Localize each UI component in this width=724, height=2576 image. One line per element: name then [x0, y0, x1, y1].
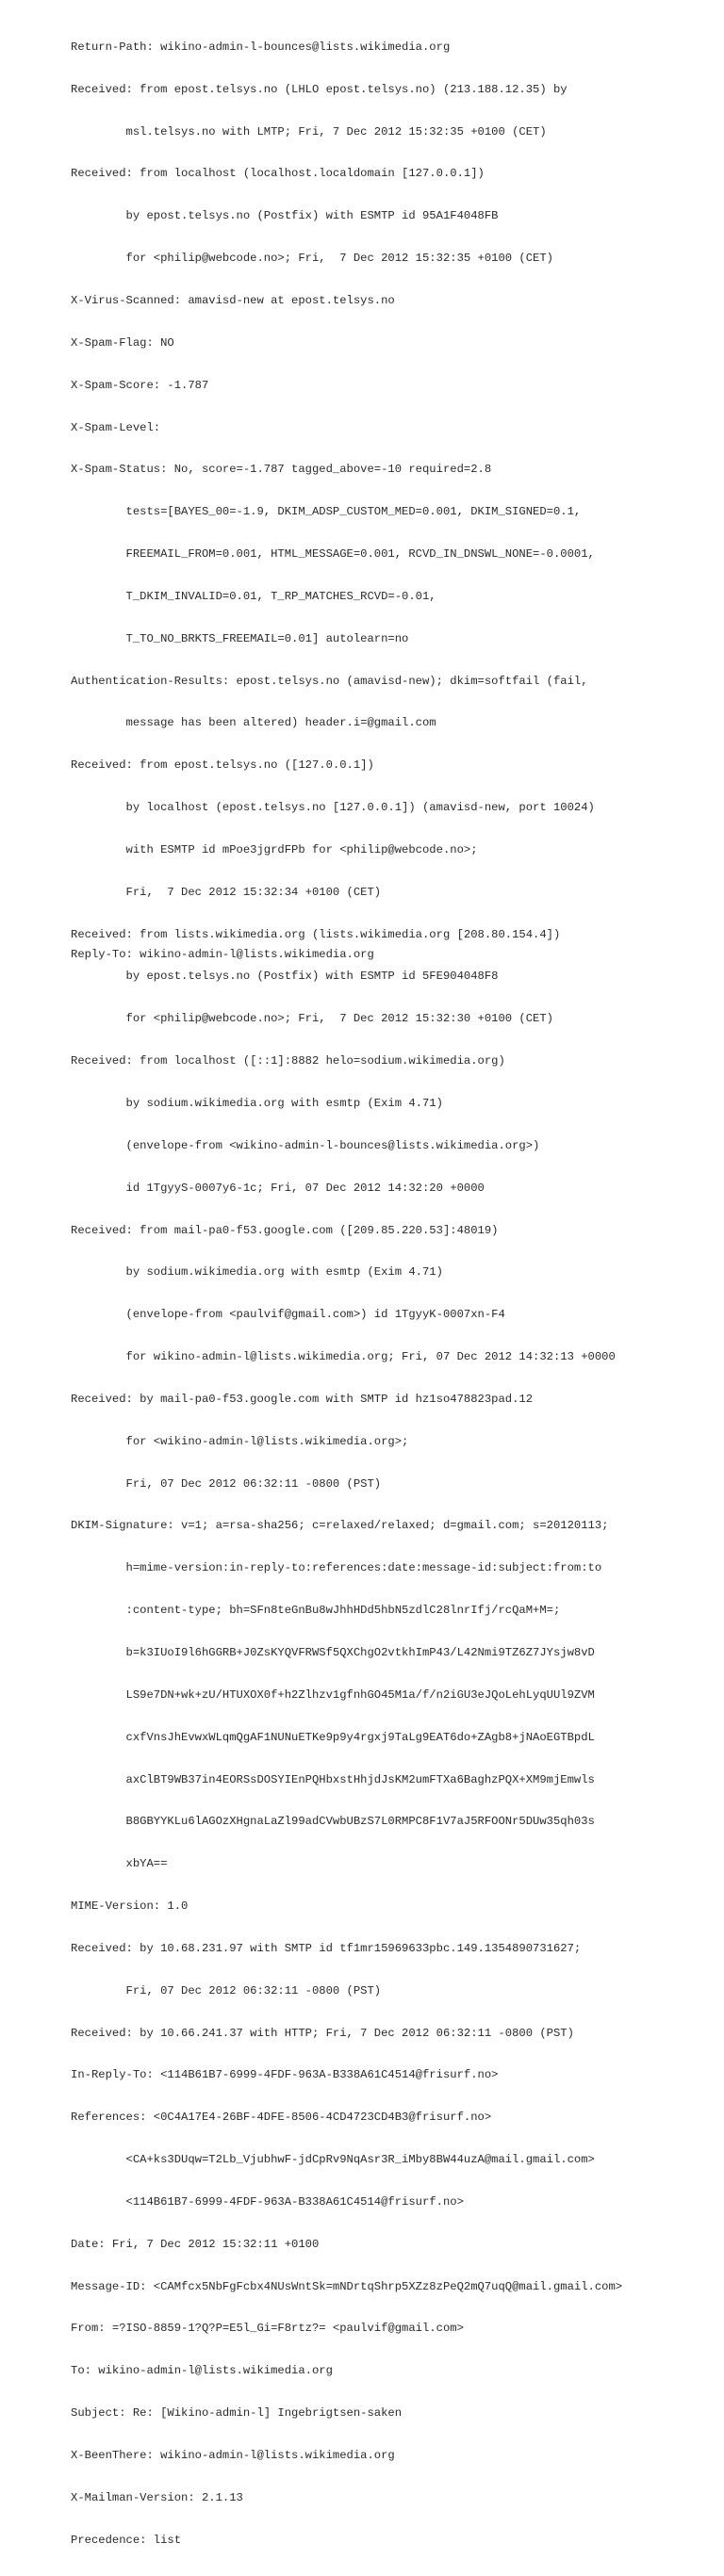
header-line: by sodium.wikimedia.org with esmtp (Exim 4.71) — [71, 1097, 443, 1110]
header-line: X-Mailman-Version: 2.1.13 — [71, 2490, 243, 2504]
header-line: References: <0C4A17E4-26BF-4DFE-8506-4CD4723CD4B3@frisurf.no> — [71, 2111, 492, 2125]
header-line: cxfVnsJhEvwxWLqmQgAF1NUNuETKe9p9y4rgxj9TaLg9EAT6do+ZAgb8+jNAoEGTBpdL — [71, 1730, 595, 1744]
header-line: X-Virus-Scanned: amavisd-new at epost.telsys.no — [71, 293, 395, 307]
header-line: tests=[BAYES_00=-1.9, DKIM_ADSP_CUSTOM_MED=0.001, DKIM_SIGNED=0.1, — [71, 505, 582, 519]
header-line: Fri, 07 Dec 2012 06:32:11 -0800 (PST) — [71, 1476, 382, 1491]
header-line: for <wikino-admin-l@lists.wikimedia.org>; — [71, 1434, 409, 1448]
header-line: Return-Path: wikino-admin-l-bounces@lists.wikimedia.org — [71, 40, 451, 54]
header-line: MIME-Version: 1.0 — [71, 1899, 189, 1914]
header-line: Fri, 07 Dec 2012 06:32:11 -0800 (PST) — [71, 1983, 382, 1997]
header-line: axClBT9WB37in4EORSsDOSYIEnPQHbxstHhjdJsKM2umFTXa6BaghzPQX+XM9mjEmwls — [71, 1772, 595, 1786]
header-line: by epost.telsys.no (Postfix) with ESMTP id 5FE904048F8 — [71, 970, 499, 984]
header-line: id 1TgyyS-0007y6-1c; Fri, 07 Dec 2012 14:32:20 +0000 — [71, 1181, 485, 1195]
email-header-block — [71, 12, 721, 2576]
header-line: B8GBYYKLu6lAGOzXHgnaLaZl99adCVwbUBzS7L0RMPC8F1V7aJ5RFOONr5DUw35qh03s — [71, 1815, 595, 1829]
header-line: Authentication-Results: epost.telsys.no (amavisd-new); dkim=softfail (fail, — [71, 674, 588, 688]
header-line: xbYA== — [71, 1857, 168, 1871]
header-line: Received: by 10.66.241.37 with HTTP; Fri, 7 Dec 2012 06:32:11 -0800 (PST) — [71, 2026, 574, 2040]
header-line: X-Spam-Status: No, score=-1.787 tagged_above=-10 required=2.8 — [71, 463, 492, 477]
header-line: <114B61B7-6999-4FDF-963A-B338A61C4514@frisurf.no> — [71, 2194, 464, 2209]
header-line: X-Spam-Flag: NO — [71, 335, 174, 350]
header-line: Received: by 10.68.231.97 with SMTP id tf1mr15969633pbc.149.1354890731627; — [71, 1941, 582, 1955]
header-line: To: wikino-admin-l@lists.wikimedia.org — [71, 2364, 333, 2378]
header-line: by sodium.wikimedia.org with esmtp (Exim 4.71) — [71, 1265, 443, 1280]
header-line: Received: from epost.telsys.no (LHLO epost.telsys.no) (213.188.12.35) by — [71, 82, 568, 96]
header-line: b=k3IUoI9l6hGGRB+J0ZsKYQVFRWSf5QXChgO2vtkhImP43/L42Nmi9TZ6Z7JYsjw8vD — [71, 1645, 595, 1659]
header-line: Received: from localhost (localhost.localdomain [127.0.0.1]) — [71, 167, 485, 181]
header-line: From: =?ISO-8859-1?Q?P=E5l_Gi=F8rtz?= <paulvif@gmail.com> — [71, 2322, 464, 2336]
header-line: T_DKIM_INVALID=0.01, T_RP_MATCHES_RCVD=-0.01, — [71, 589, 436, 603]
header-line: Date: Fri, 7 Dec 2012 15:32:11 +0100 — [71, 2237, 320, 2251]
header-line: Precedence: list — [71, 2533, 182, 2547]
header-line: msl.telsys.no with LMTP; Fri, 7 Dec 2012 15:32:35 +0100 (CET) — [71, 124, 547, 139]
header-line: T_TO_NO_BRKTS_FREEMAIL=0.01] autolearn=no — [71, 631, 409, 645]
header-line: DKIM-Signature: v=1; a=rsa-sha256; c=relaxed/relaxed; d=gmail.com; s=20120113; — [71, 1519, 609, 1533]
header-line: for <philip@webcode.no>; Fri, 7 Dec 2012 15:32:35 +0100 (CET) — [71, 252, 553, 266]
header-line: h=mime-version:in-reply-to:references:date:message-id:subject:from:to — [71, 1561, 602, 1575]
header-line: X-Spam-Score: -1.787 — [71, 378, 209, 392]
header-line: Received: by mail-pa0-f53.google.com with SMTP id hz1so478823pad.12 — [71, 1392, 534, 1406]
header-line: by localhost (epost.telsys.no [127.0.0.1]) (amavisd-new, port 10024) — [71, 801, 595, 815]
header-line: Subject: Re: [Wikino-admin-l] Ingebrigtsen-saken — [71, 2406, 403, 2421]
header-line: Received: from localhost ([::1]:8882 helo=sodium.wikimedia.org) — [71, 1054, 505, 1068]
header-line: LS9e7DN+wk+zU/HTUXOX0f+h2Zlhzv1gfnhGO45M1a/f/n2iGU3eJQoLehLyqUUl9ZVM — [71, 1687, 595, 1702]
header-line: X-Spam-Level: — [71, 420, 161, 434]
header-line: for <philip@webcode.no>; Fri, 7 Dec 2012 15:32:30 +0100 (CET) — [71, 1012, 553, 1026]
header-line: (envelope-from <paulvif@gmail.com>) id 1TgyyK-0007xn-F4 — [71, 1308, 505, 1322]
header-line: by epost.telsys.no (Postfix) with ESMTP id 95A1F4048FB — [71, 209, 499, 223]
reply-to-header: Reply-To: wikino-admin-l@lists.wikimedia.org — [71, 948, 374, 961]
header-line: <CA+ks3DUqw=T2Lb_VjubhwF-jdCpRv9NqAsr3R_iMby8BW44uzA@mail.gmail.com> — [71, 2153, 595, 2167]
header-line: for wikino-admin-l@lists.wikimedia.org; Fri, 07 Dec 2012 14:32:13 +0000 — [71, 1350, 616, 1364]
header-line: X-BeenThere: wikino-admin-l@lists.wikimedia.org — [71, 2449, 395, 2462]
header-line: Received: from lists.wikimedia.org (lists.wikimedia.org [208.80.154.4]) — [71, 927, 561, 941]
header-line: In-Reply-To: <114B61B7-6999-4FDF-963A-B338A61C4514@frisurf.no> — [71, 2068, 499, 2082]
header-line: Received: from mail-pa0-f53.google.com ([209.85.220.53]:48019) — [71, 1223, 499, 1237]
header-line: Fri, 7 Dec 2012 15:32:34 +0100 (CET) — [71, 885, 382, 899]
header-line: Message-ID: <CAMfcx5NbFgFcbx4NUsWntSk=mNDrtqShrp5XZz8zPeQ2mQ7uqQ@mail.gmail.com> — [71, 2279, 623, 2293]
header-line: :content-type; bh=SFn8teGnBu8wJhhHDd5hbN5zdlC28lnrIfj/rcQaM+M=; — [71, 1604, 561, 1618]
header-line: message has been altered) header.i=@gmail.com — [71, 716, 436, 730]
header-line: with ESMTP id mPoe3jgrdFPb for <philip@webcode.no>; — [71, 842, 478, 856]
header-line: (envelope-from <wikino-admin-l-bounces@lists.wikimedia.org>) — [71, 1138, 540, 1152]
header-line: Received: from epost.telsys.no ([127.0.0.1]) — [71, 758, 374, 773]
header-line: FREEMAIL_FROM=0.001, HTML_MESSAGE=0.001, RCVD_IN_DNSWL_NONE=-0.0001, — [71, 547, 595, 562]
